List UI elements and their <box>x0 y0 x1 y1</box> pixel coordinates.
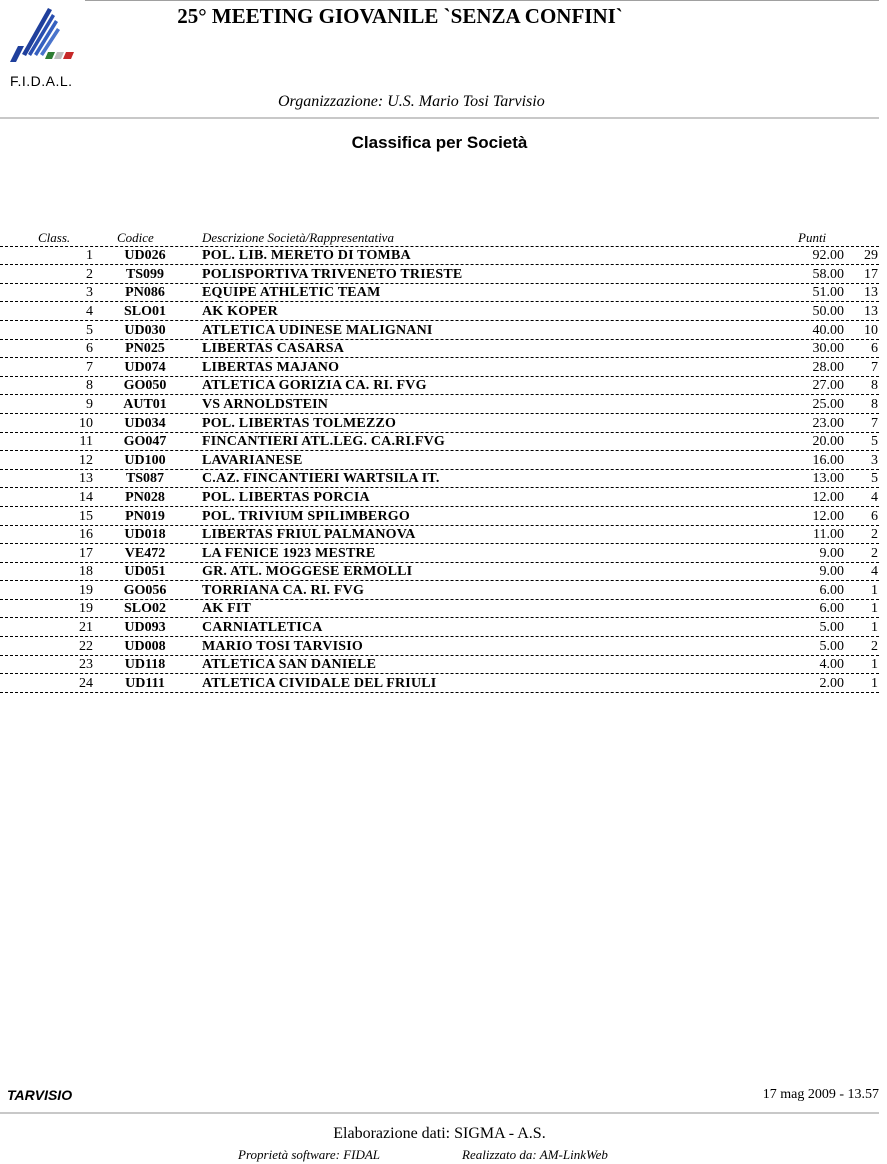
row-code: SLO01 <box>123 303 166 319</box>
fidal-logo <box>8 4 80 66</box>
row-code: GO056 <box>123 582 167 598</box>
row-name: LA FENICE 1923 MESTRE <box>202 545 376 561</box>
row-name: POL. LIBERTAS PORCIA <box>202 489 370 505</box>
row-rank: 16 <box>79 527 93 543</box>
row-points: 51.00 <box>812 285 844 301</box>
row-count: 2 <box>871 638 878 654</box>
row-code: VE472 <box>124 545 166 561</box>
row-count: 8 <box>871 378 878 394</box>
row-count: 2 <box>871 545 878 561</box>
row-rank: 8 <box>86 378 93 394</box>
row-code: UD026 <box>124 248 166 264</box>
row-name: LIBERTAS CASARSA <box>202 341 345 357</box>
row-points: 5.00 <box>819 638 844 654</box>
row-count: 7 <box>871 359 878 375</box>
table-body <box>0 247 879 693</box>
row-count: 7 <box>871 415 878 431</box>
row-rank: 11 <box>79 434 93 450</box>
row-count: 1 <box>871 657 878 673</box>
row-count: 3 <box>871 452 878 468</box>
table-row <box>0 395 879 414</box>
footer-software: Proprietà software: FIDAL <box>238 1147 381 1162</box>
row-rank: 18 <box>79 564 93 580</box>
table-row <box>0 600 879 619</box>
table-row <box>0 247 879 266</box>
table-row <box>0 470 879 489</box>
row-name: GR. ATL. MOGGESE ERMOLLI <box>202 564 413 580</box>
row-name: FINCANTIERI ATL.LEG. CA.RI.FVG <box>202 434 445 450</box>
footer-datetime: 17 mag 2009 - 13.57 <box>762 1087 879 1102</box>
table-row <box>0 637 879 656</box>
row-code: SLO02 <box>123 601 166 617</box>
row-rank: 24 <box>79 675 93 691</box>
row-count: 8 <box>871 396 878 412</box>
row-rank: 6 <box>86 341 93 357</box>
column-header-name: Descrizione Società/Rappresentativa <box>202 229 394 245</box>
row-points: 40.00 <box>812 322 844 338</box>
table-row <box>0 507 879 526</box>
row-code: TS087 <box>125 471 165 487</box>
table-row <box>0 656 879 675</box>
row-name: ATLETICA SAN DANIELE <box>202 657 377 673</box>
row-points: 12.00 <box>812 489 844 505</box>
row-name: POLISPORTIVA TRIVENETO TRIESTE <box>202 266 463 282</box>
column-header-rank: Class. <box>38 229 71 245</box>
table-row <box>0 321 879 340</box>
table-row <box>0 563 879 582</box>
ranking-table <box>0 228 879 693</box>
row-count: 1 <box>871 582 878 598</box>
row-points: 6.00 <box>819 582 844 598</box>
row-count: 4 <box>871 489 878 505</box>
row-name: POL. TRIVIUM SPILIMBERGO <box>202 508 410 524</box>
row-code: GO050 <box>123 378 167 394</box>
row-count: 6 <box>871 341 878 357</box>
row-rank: 19 <box>79 582 93 598</box>
row-rank: 23 <box>79 657 93 673</box>
row-count: 5 <box>871 471 878 487</box>
row-points: 5.00 <box>819 620 844 636</box>
row-code: UD074 <box>124 359 166 375</box>
row-count: 13 <box>864 303 878 319</box>
row-count: 13 <box>864 285 878 301</box>
row-count: 2 <box>871 527 878 543</box>
row-points: 23.00 <box>812 415 844 431</box>
row-count: 10 <box>864 322 878 338</box>
table-row <box>0 377 879 396</box>
row-rank: 14 <box>79 489 93 505</box>
row-rank: 22 <box>79 638 93 654</box>
footer-city: TARVISIO <box>7 1087 73 1103</box>
row-code: UD100 <box>124 452 166 468</box>
row-name: AK FIT <box>202 601 252 617</box>
row-points: 30.00 <box>812 341 844 357</box>
row-points: 4.00 <box>819 657 844 673</box>
row-code: UD111 <box>125 675 165 691</box>
row-code: GO047 <box>123 434 167 450</box>
row-points: 20.00 <box>812 434 844 450</box>
table-row <box>0 284 879 303</box>
row-points: 9.00 <box>819 564 844 580</box>
row-points: 2.00 <box>819 675 844 691</box>
row-count: 4 <box>871 564 878 580</box>
row-code: UD051 <box>124 564 166 580</box>
row-points: 50.00 <box>812 303 844 319</box>
row-code: UD093 <box>124 620 166 636</box>
row-points: 13.00 <box>812 471 844 487</box>
table-row <box>0 674 879 693</box>
row-code: PN025 <box>125 341 165 357</box>
row-name: ATLETICA CIVIDALE DEL FRIULI <box>202 675 437 691</box>
row-name: C.AZ. FINCANTIERI WARTSILA IT. <box>202 471 440 487</box>
table-row <box>0 526 879 545</box>
table-header-row <box>0 228 879 247</box>
row-name: LIBERTAS FRIUL PALMANOVA <box>202 527 416 543</box>
row-name: ATLETICA UDINESE MALIGNANI <box>202 322 433 338</box>
row-rank: 3 <box>86 285 93 301</box>
row-count: 6 <box>871 508 878 524</box>
row-count: 17 <box>864 266 878 282</box>
row-code: UD008 <box>124 638 166 654</box>
row-code: TS099 <box>125 266 165 282</box>
table-row <box>0 358 879 377</box>
row-points: 27.00 <box>812 378 844 394</box>
table-row <box>0 581 879 600</box>
table-row <box>0 340 879 359</box>
row-name: TORRIANA CA. RI. FVG <box>202 582 365 598</box>
row-rank: 2 <box>86 266 93 282</box>
row-points: 92.00 <box>812 248 844 264</box>
row-rank: 21 <box>79 620 93 636</box>
event-title: 25° MEETING GIOVANILE `SENZA CONFINI` <box>177 4 623 28</box>
row-count: 29 <box>864 248 878 264</box>
row-rank: 15 <box>79 508 93 524</box>
row-rank: 7 <box>86 359 93 375</box>
row-code: PN086 <box>125 285 165 301</box>
row-points: 25.00 <box>812 396 844 412</box>
row-count: 1 <box>871 601 878 617</box>
row-rank: 19 <box>79 601 93 617</box>
row-points: 28.00 <box>812 359 844 375</box>
column-header-code: Codice <box>117 229 154 245</box>
table-row <box>0 433 879 452</box>
table-row <box>0 488 879 507</box>
row-points: 58.00 <box>812 266 844 282</box>
row-points: 16.00 <box>812 452 844 468</box>
footer-made-by: Realizzato da: AM-LinkWeb <box>462 1147 608 1162</box>
table-row <box>0 451 879 470</box>
footer-processing: Elaborazione dati: SIGMA - A.S. <box>333 1125 546 1142</box>
row-code: UD030 <box>124 322 166 338</box>
row-code: PN019 <box>125 508 165 524</box>
row-count: 1 <box>871 620 878 636</box>
row-name: LAVARIANESE <box>202 452 303 468</box>
row-name: VS ARNOLDSTEIN <box>202 396 329 412</box>
table-row <box>0 302 879 321</box>
row-name: EQUIPE ATHLETIC TEAM <box>202 285 381 301</box>
row-code: AUT01 <box>123 396 167 412</box>
row-rank: 1 <box>86 248 93 264</box>
row-points: 11.00 <box>813 527 844 543</box>
row-points: 12.00 <box>812 508 844 524</box>
row-rank: 9 <box>86 396 93 412</box>
row-rank: 17 <box>79 545 93 561</box>
row-code: UD034 <box>124 415 166 431</box>
row-name: AK KOPER <box>202 303 278 319</box>
page-title: Classifica per Società <box>351 133 528 152</box>
row-rank: 13 <box>79 471 93 487</box>
table-row <box>0 618 879 637</box>
row-name: LIBERTAS MAJANO <box>202 359 340 375</box>
row-code: PN028 <box>125 489 165 505</box>
footer-divider <box>0 1112 879 1114</box>
row-name: POL. LIBERTAS TOLMEZZO <box>202 415 397 431</box>
table-row <box>0 414 879 433</box>
header-top-line <box>85 0 879 1</box>
row-count: 1 <box>871 675 878 691</box>
row-rank: 12 <box>79 452 93 468</box>
row-name: CARNIATLETICA <box>202 620 323 636</box>
row-points: 6.00 <box>819 601 844 617</box>
table-row <box>0 544 879 563</box>
row-count: 5 <box>871 434 878 450</box>
row-points: 9.00 <box>819 545 844 561</box>
table-row <box>0 265 879 284</box>
row-code: UD018 <box>124 527 166 543</box>
row-rank: 5 <box>86 322 93 338</box>
header-divider <box>0 117 879 119</box>
row-rank: 4 <box>86 303 93 319</box>
row-code: UD118 <box>124 657 166 673</box>
row-name: MARIO TOSI TARVISIO <box>202 638 363 654</box>
column-header-points: Punti <box>798 229 827 245</box>
organizer-text: Organizzazione: U.S. Mario Tosi Tarvisio <box>278 93 545 110</box>
row-name: POL. LIB. MERETO DI TOMBA <box>202 248 411 264</box>
row-name: ATLETICA GORIZIA CA. RI. FVG <box>202 378 427 394</box>
row-rank: 10 <box>79 415 93 431</box>
logo-text: F.I.D.A.L. <box>10 73 73 89</box>
